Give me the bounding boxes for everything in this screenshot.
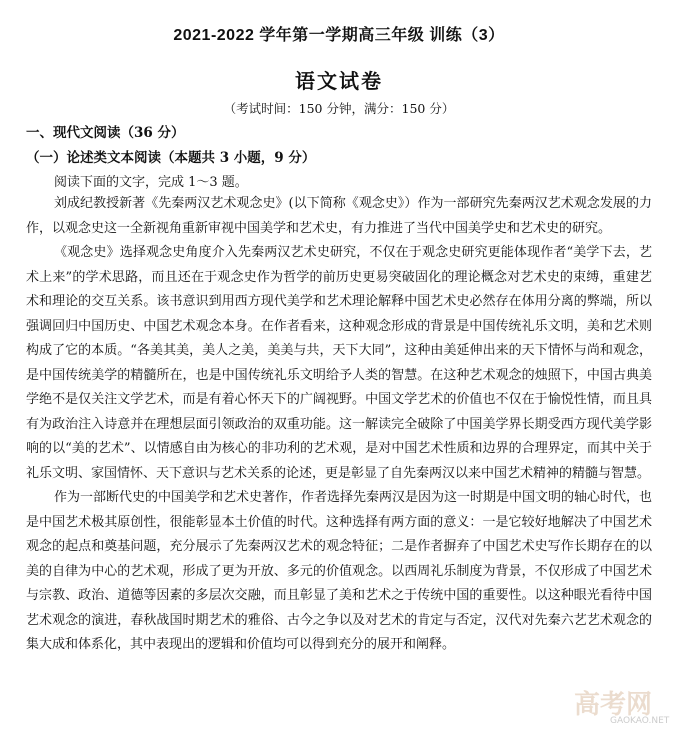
exam-title: 2021-2022 学年第一学期高三年级 训练（3） [173,27,505,44]
article-body [26,192,652,658]
reading-instruction: 阅读下面的文字，完成 1～3 题。 [54,175,248,190]
paper-subject: 语文试卷 [295,69,383,93]
article-paragraph-1: 刘成纪教授新著《先秦两汉艺术观念史》(以下简称《观念史》）作为一部研究先秦两汉艺术观念发展的力作，以观念史这一全新视角重新审视中国美学和艺术史，有力推进了当代中国美学史和艺术史的研究。 [26,196,652,236]
article-paragraph-3: 作为一部断代史的中国美学和艺术史著作，作者选择先秦两汉是因为这一时期是中国文明的轴心时代，也是中国艺术极其原创性，很能彰显本土价值的时代。这种选择有两方面的意义：一是它较好地解决了中国艺术观念的起点和奠基问题，充分展示了先秦两汉艺术的观念特征；二是作者摒弃了中国艺术史写作长期存在的以美的自律为中心的艺术观，形成了更为开放、多元的价值观念。以西周礼乐制度为背景，不仅形成了中国艺术与宗教、政治、道德等因素的多层次交融，而且彰显了美和艺术之于传统中国的重要性。以这种眼光看待中国艺术观念的演进，春秋战国时期艺术的雅俗、古今之争以及对艺术的肯定与否定，汉代对先秦六艺艺术观念的集大成和体系化，其中表现出的逻辑和价值均可以得到充分的展开和阐释。 [26,490,653,652]
exam-info: （考试时间：150 分钟，满分：150 分） [223,101,455,116]
watermark-url: GAOKAO.NET [610,716,670,726]
article-paragraph-2: 《观念史》选择观念史角度介入先秦两汉艺术史研究，不仅在于观念史研究更能体现作者“美学下去，艺术上来”的学术思路，而且还在于观念史作为哲学的前历史更易突破固化的理论概念对艺术史的束缚，重建艺术和理论的交互关系。该书意识到用西方现代美学和艺术理论解释中国艺术史必然存在体用分离的弊端，所以强调回归中国历史、中国艺术观念本身。在作者看来，这种观念形成的背景是中国传统礼乐文明，美和艺术则构成了它的本质。“各美其美，美人之美，美美与共，天下大同”，这种由美延伸出来的天下情怀与尚和观念，是中国传统美学的精髓所在，也是中国传统礼乐文明给予人类的智慧。在这种艺术观念的烛照下，中国古典美学绝不是仅关注文学艺术，而是有着心怀天下的广阔视野。中国文学艺术的价值也不仅在于愉悦性情，而且具有为政治注入诗意并在理想层面引领政治的双重功能。这一解读完全破除了中国美学界长期受西方现代美学影响的以“美的艺术”、以情感自由为核心的非功利的艺术观，是对中国艺术性质和边界的合理界定，而其中关于礼乐文明、家国情怀、天下意识与艺术关系的论述，更是彰显了自先秦两汉以来中国艺术精神的精髓与智慧。 [26,245,652,481]
watermark-logo: 高考网 [574,690,653,720]
section-heading: 一、现代文阅读（36 分） [26,125,185,141]
subsection-heading: （一）论述类文本阅读（本题共 3 小题，9 分） [26,150,316,166]
